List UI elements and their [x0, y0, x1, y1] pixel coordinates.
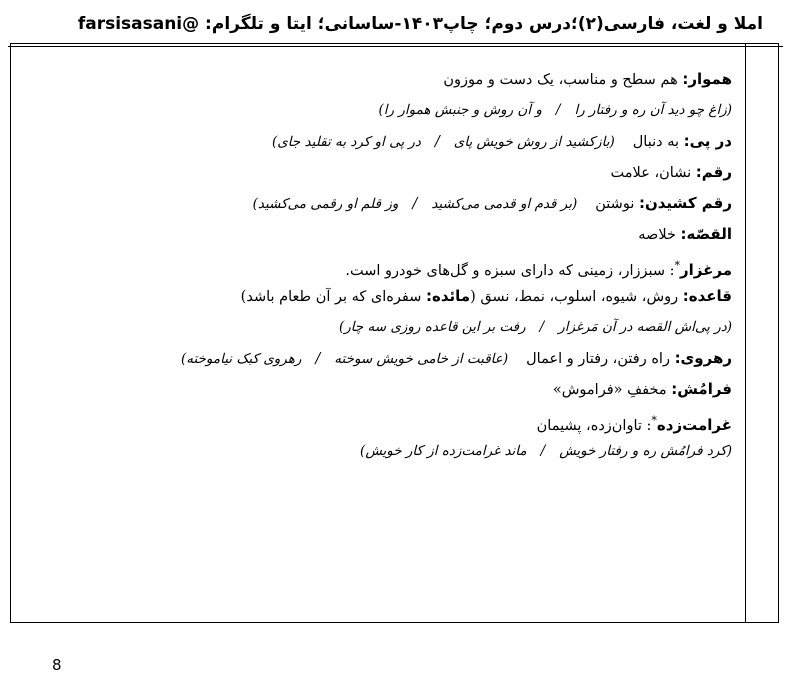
vocabulary-list	[23, 64, 732, 467]
separator: /	[539, 319, 545, 335]
entry-raqam-keshidan	[23, 188, 732, 219]
poem-hemistich: و آن روش و جنبش هموار را)	[378, 102, 542, 118]
entry-definition: روش، شیوه، اسلوب، نمط، نسق (	[470, 289, 683, 305]
asterisk-mark: *	[674, 259, 681, 272]
content-box	[10, 43, 779, 623]
entry-definition: راه رفتن، رفتار و اعمال	[526, 351, 675, 367]
asterisk-mark: *	[651, 414, 657, 427]
separator: /	[434, 134, 440, 150]
entry-term: قاعده:	[682, 287, 732, 305]
entry-definition: هم سطح و مناسب، یک دست و موزون	[443, 72, 683, 88]
poem-hemistich: (بر قدم او قدمی می‌کشید	[431, 196, 578, 212]
page-number: 8	[52, 656, 62, 674]
entry-term: رهروی:	[674, 349, 732, 367]
entry-term: القصّه:	[680, 225, 732, 243]
separator: /	[315, 351, 321, 367]
entry-term: مائده:	[425, 287, 471, 305]
separator: /	[555, 102, 561, 118]
entry-term: فرامُش:	[671, 380, 732, 398]
poem-hemistich: (عاقبت از خامی خویش سوخته	[334, 351, 509, 367]
separator: /	[540, 443, 546, 459]
entry-definition: : سبززار، زمینی که دارای سبزه و گل‌های خودرو است.	[345, 262, 675, 279]
poem-line	[23, 312, 732, 343]
poem-hemistich: (در پی‌اش القصه در آن مَرغزار	[558, 319, 732, 335]
entry-raqam	[23, 157, 732, 188]
poem-hemistich: ماند غرامت‌زده از کار خویش)	[360, 443, 527, 459]
entry-rahravi	[23, 343, 732, 374]
entry-ghaede	[23, 281, 732, 312]
entry-term: غرامت‌زده	[656, 415, 732, 434]
entry-gharamatzade	[23, 405, 732, 436]
entry-definition: به دنبال	[632, 134, 684, 150]
margin-column	[745, 44, 746, 622]
page-title: املا و لغت، فارسی(۲)؛درس دوم؛ چاپ۱۴۰۳-ساسانی؛ ایتا و تلگرام: @farsisasani	[77, 14, 763, 34]
entry-dar-pey	[23, 126, 732, 157]
poem-hemistich: (کرد فرامُش ره و رفتار خویش	[559, 443, 732, 459]
entry-term: مرغزار	[680, 260, 732, 279]
separator: /	[412, 196, 418, 212]
poem-hemistich: در پی او کرد به تقلید جای)	[271, 134, 421, 150]
entry-definition: نوشتن	[595, 196, 639, 212]
entry-definition: مخففِ «فراموش»	[552, 382, 672, 398]
poem-hemistich: (بازکشید از روش خویش پای	[453, 134, 615, 150]
poem-hemistich: رفت بر این قاعده روزی سه چار)	[338, 319, 526, 335]
poem-hemistich: رهروی کبک نیاموخته)	[180, 351, 302, 367]
poem-hemistich: وز قلم او رقمی می‌کشید)	[252, 196, 399, 212]
entry-hamvar	[23, 64, 732, 95]
entry-faramosh	[23, 374, 732, 405]
entry-marghzar	[23, 250, 732, 281]
poem-line	[23, 95, 732, 126]
poem-hemistich: (زاغ چو دید آن ره و رفتار را	[574, 102, 732, 118]
entry-alqesse	[23, 219, 732, 250]
page-header	[0, 4, 791, 44]
entry-definition: نشان، علامت	[610, 165, 696, 181]
entry-definition: سفره‌ای که بر آن طعام باشد)	[240, 289, 426, 305]
entry-term: رقم کشیدن:	[638, 194, 732, 212]
entry-definition: : تاوان‌زده، پشیمان	[536, 417, 652, 434]
entry-term: در پی:	[683, 132, 732, 150]
entry-term: رقم:	[695, 163, 732, 181]
poem-line	[23, 436, 732, 467]
entry-definition: خلاصه	[638, 227, 681, 243]
entry-term: هموار:	[682, 70, 732, 88]
